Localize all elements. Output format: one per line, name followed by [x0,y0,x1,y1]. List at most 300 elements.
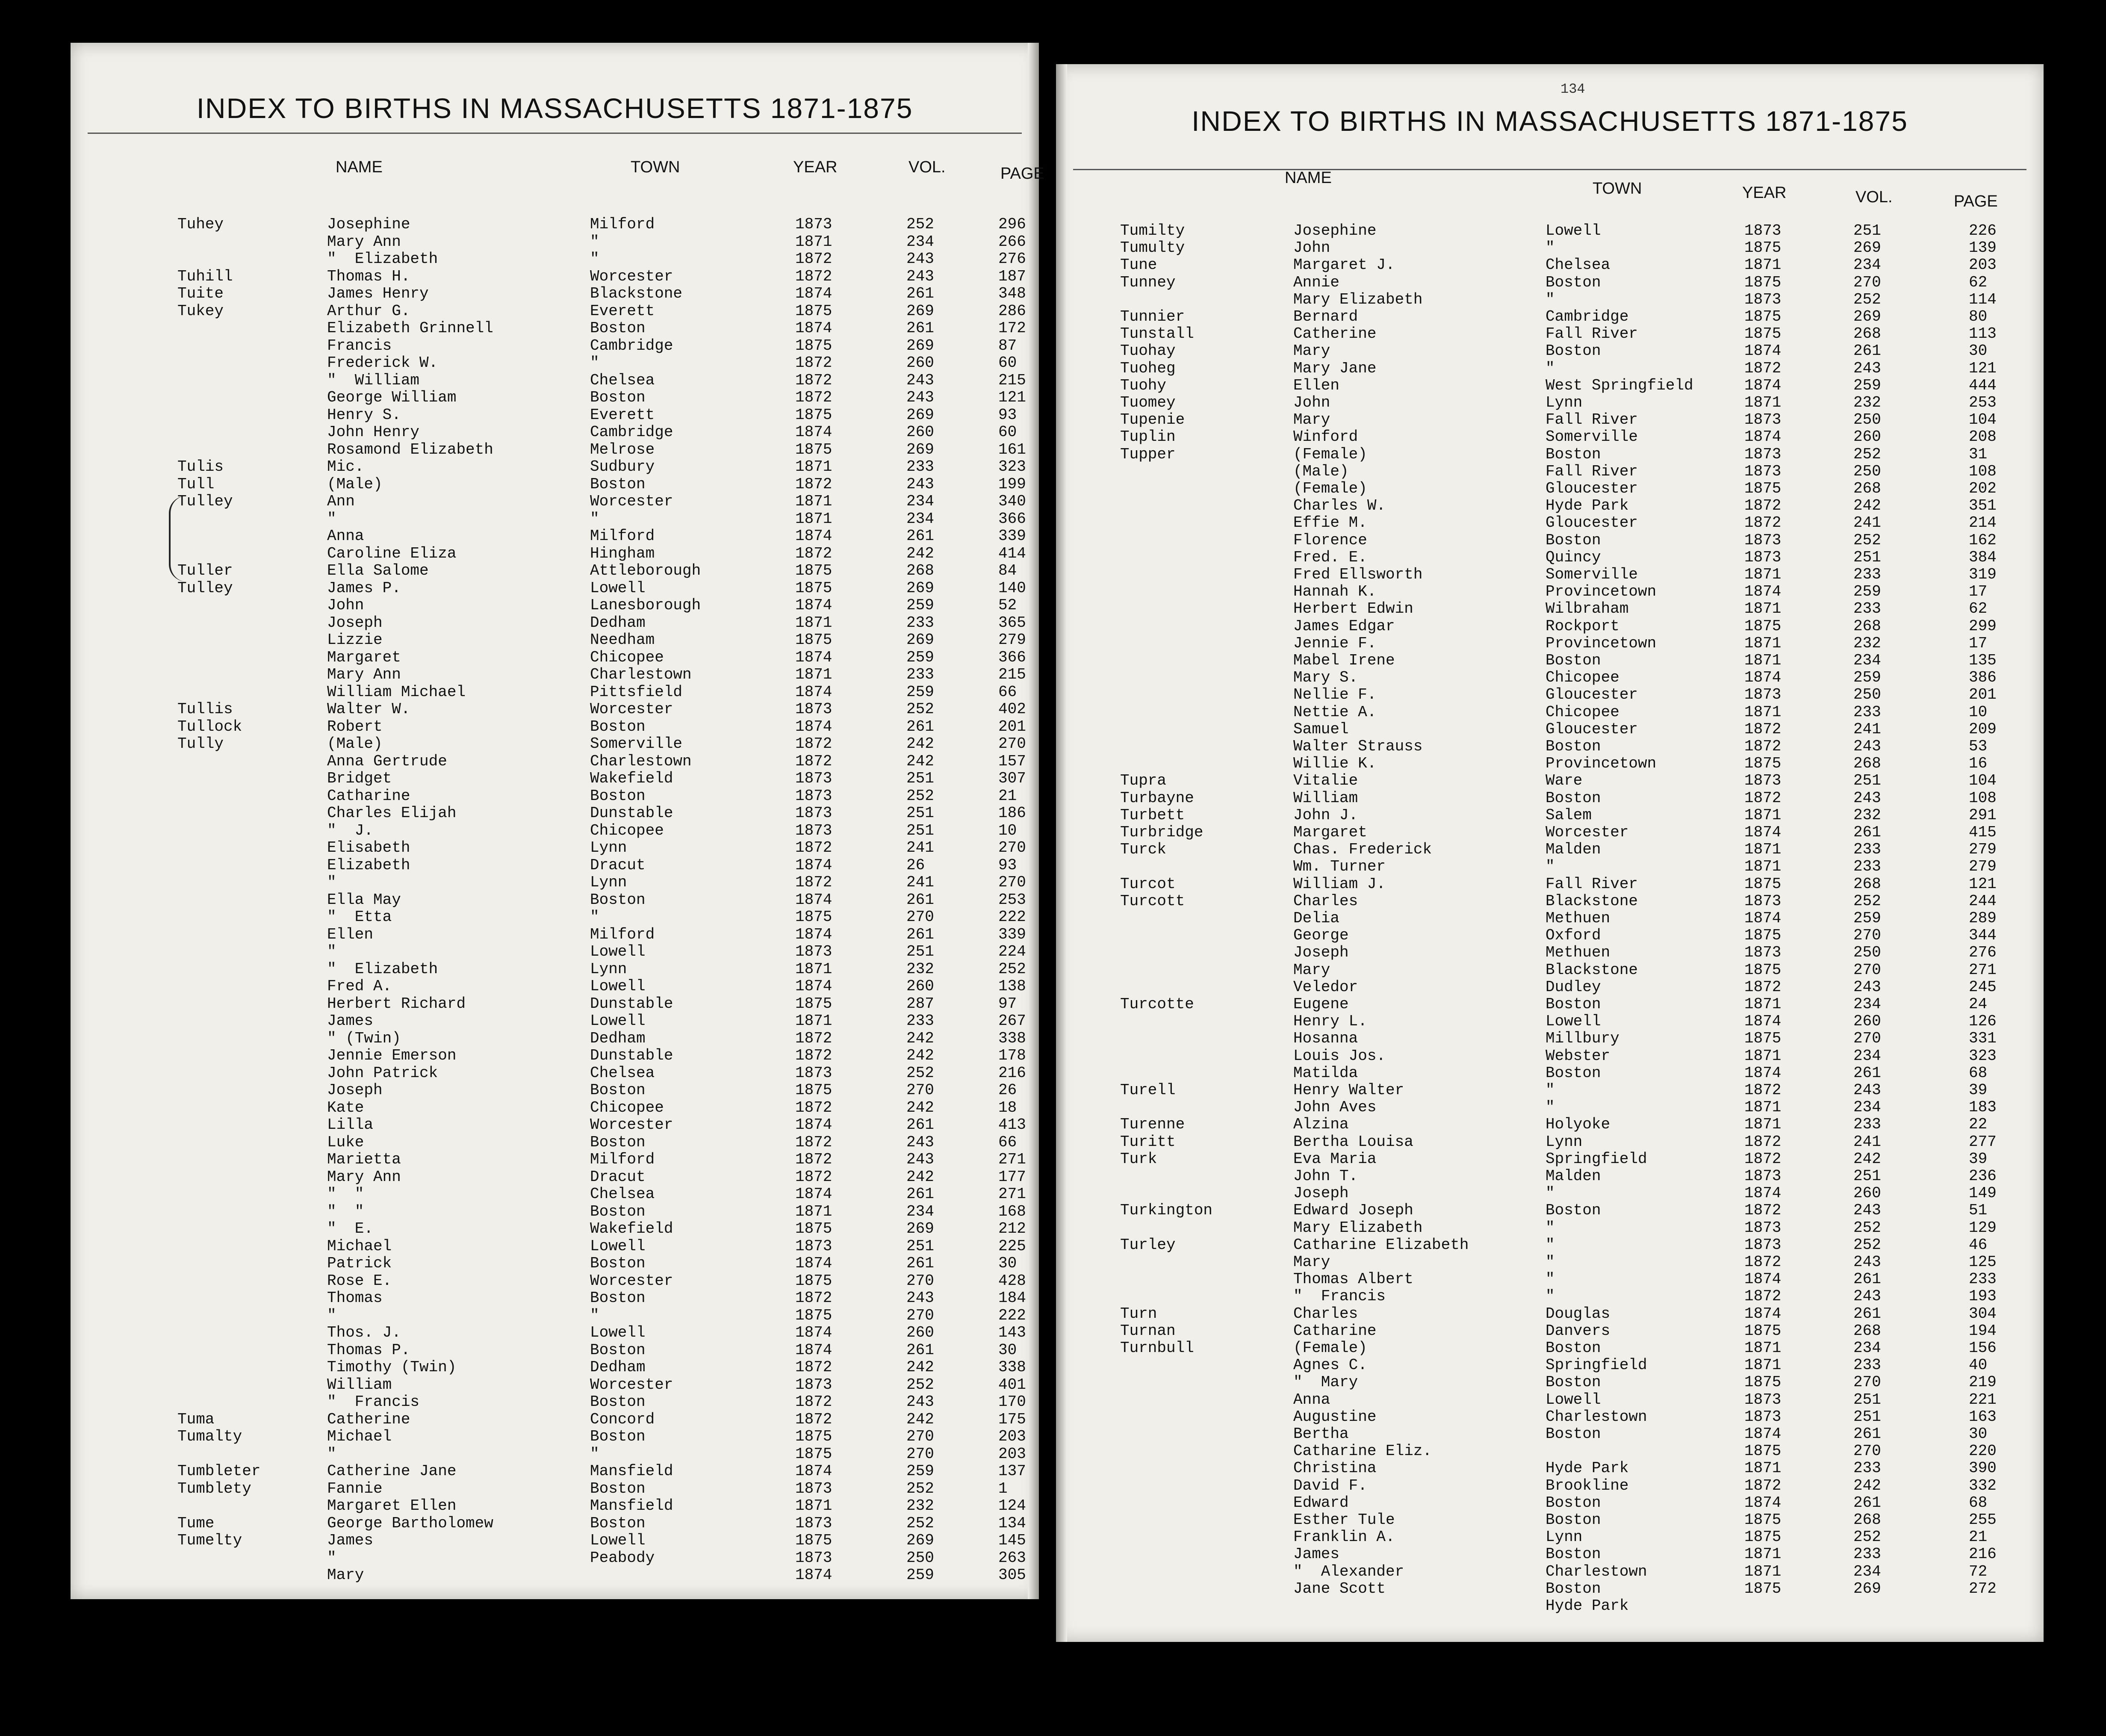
index-row [71,337,1039,354]
town: Boston [590,1289,646,1307]
surname: Tupper [1120,445,1176,463]
year: 1873 [795,1064,832,1082]
given-name: " Elizabeth [327,960,438,978]
vol: 269 [906,406,934,424]
vol: 259 [906,1462,934,1480]
given-name: Mary S. [1293,669,1358,687]
year: 1871 [795,493,832,510]
index-row [71,1446,1039,1463]
year: 1871 [795,1497,832,1515]
town: Lynn [1546,1133,1583,1151]
year: 1872 [1744,514,1782,532]
vol: 250 [1853,944,1881,962]
given-name: Catharine Elizabeth [1293,1236,1469,1254]
given-name: Fred A. [327,977,392,995]
page: 156 [1969,1339,1997,1357]
page: 332 [1969,1476,1997,1494]
surname: Tuller [177,562,233,579]
index-row [1056,1013,2044,1030]
vol: 252 [906,700,934,718]
index-row [1056,738,2044,755]
town: Provincetown [1546,755,1657,773]
page: 208 [1969,428,1997,446]
index-row [71,805,1039,822]
town: Fall River [1546,462,1638,480]
town: Dracut [590,1168,646,1186]
year: 1873 [1744,548,1782,566]
page: 168 [998,1202,1026,1220]
page: 149 [1969,1184,1997,1202]
column-header-name: NAME [336,158,383,176]
given-name: Catherine [327,1410,410,1428]
vol: 243 [906,371,934,389]
surname: Turn [1120,1305,1157,1323]
page: 233 [1969,1270,1997,1288]
index-row [1056,532,2044,549]
index-row [71,1532,1039,1549]
index-row [71,961,1039,978]
vol: 268 [1853,1322,1881,1340]
vol: 269 [906,337,934,354]
town: " [590,1306,599,1324]
page: 114 [1969,290,1997,308]
year: 1871 [795,666,832,683]
index-row [1056,1529,2044,1546]
town: Needham [590,631,655,649]
index-row [71,1134,1039,1151]
town: " [1546,858,1555,876]
index-row [1056,841,2044,858]
vol: 251 [1853,548,1881,566]
year: 1871 [1744,1356,1782,1374]
surname: Tune [1120,256,1157,274]
index-row [71,545,1039,562]
year: 1871 [1744,1098,1782,1116]
page: 66 [998,1133,1017,1151]
year: 1875 [1744,617,1782,635]
surname: Turitt [1120,1133,1176,1151]
vol: 243 [906,1151,934,1168]
page: 402 [998,700,1026,718]
vol: 269 [906,440,934,458]
column-header-town: TOWN [1593,180,1642,198]
page: 304 [1969,1305,1997,1323]
town: Boston [590,1514,646,1532]
page: 157 [998,752,1026,770]
given-name: Charles W. [1293,497,1386,515]
vol: 233 [1853,703,1881,721]
town: Lowell [590,579,646,597]
page: 97 [998,995,1017,1013]
page: 305 [998,1566,1026,1584]
surname: Turenne [1120,1116,1185,1134]
given-name: Joseph [327,1081,383,1099]
year: 1875 [795,337,832,354]
index-row [1056,1065,2044,1082]
index-row [1056,858,2044,875]
year: 1872 [795,267,832,285]
left-page [71,43,1044,1599]
given-name: Jennie Emerson [327,1047,457,1064]
vol: 270 [1853,927,1881,945]
town: Chicopee [590,648,664,666]
given-name: Catherine [1293,325,1377,343]
index-row [71,1186,1039,1203]
vol: 269 [1853,1580,1881,1597]
vol: 242 [1853,1150,1881,1168]
vol: 261 [906,891,934,909]
page: 344 [1969,927,1997,945]
index-row [1056,790,2044,807]
town: Boston [1546,1064,1601,1082]
index-row [1056,910,2044,927]
town: Hyde Park [1546,1459,1629,1477]
vol: 242 [906,1047,934,1064]
index-row [71,1030,1039,1047]
surname: Turbayne [1120,789,1194,807]
index-row [71,1099,1039,1116]
year: 1875 [1744,755,1782,773]
year: 1874 [1744,428,1782,446]
town: Dunstable [590,1047,673,1064]
page: 323 [1969,1047,1997,1065]
given-name: Josephine [1293,222,1377,239]
given-name: Alzina [1293,1116,1349,1134]
town: Boston [1546,342,1601,360]
year: 1874 [1744,583,1782,601]
index-row [71,441,1039,458]
index-row [1056,996,2044,1013]
vol: 233 [1853,566,1881,583]
town: Cambridge [590,337,673,354]
vol: 234 [1853,1047,1881,1065]
given-name: George Bartholomew [327,1514,493,1532]
given-name: (Female) [1293,1339,1367,1357]
index-row [71,718,1039,735]
index-row [71,372,1039,389]
vol: 270 [1853,1442,1881,1460]
index-row [1056,1340,2044,1357]
index-row [71,822,1039,839]
given-name: Catharine Eliz. [1293,1442,1432,1460]
vol: 233 [1853,858,1881,876]
index-row [71,476,1039,493]
index-row [1056,342,2044,360]
index-row [1056,1512,2044,1529]
vol: 234 [906,493,934,510]
vol: 252 [1853,1528,1881,1546]
year: 1872 [795,1410,832,1428]
vol: 243 [906,1133,934,1151]
year: 1875 [1744,1442,1782,1460]
vol: 261 [1853,824,1881,841]
surname: Tume [177,1514,215,1532]
page: 93 [998,856,1017,874]
index-row [71,1376,1039,1394]
index-row [1056,686,2044,703]
given-name: James P. [327,579,401,597]
given-name: William [1293,789,1358,807]
vol: 234 [1853,652,1881,669]
town: Lowell [590,1532,646,1549]
given-name: Rosamond Elizabeth [327,440,493,458]
town: Mansfield [590,1497,673,1515]
year: 1871 [1744,1339,1782,1357]
page: 289 [1969,909,1997,927]
vol: 242 [1853,497,1881,515]
index-row [71,1082,1039,1099]
page: 252 [998,960,1026,978]
page: 60 [998,354,1017,372]
index-row [71,735,1039,753]
page: 66 [998,683,1017,701]
year: 1875 [795,1445,832,1463]
year: 1872 [1744,1150,1782,1168]
page: 30 [998,1341,1017,1359]
column-header-year: YEAR [793,158,838,176]
vol: 261 [1853,1494,1881,1512]
vol: 241 [1853,720,1881,738]
year: 1871 [1744,634,1782,652]
year: 1873 [1744,445,1782,463]
index-row [71,562,1039,579]
index-row [1056,962,2044,979]
surname: Tulley [177,493,233,510]
given-name: Anna [1293,1391,1330,1408]
town: Boston [1546,531,1601,549]
surname: Turcott [1120,892,1185,910]
index-row [1056,807,2044,824]
index-row [71,407,1039,424]
given-name: Nettie A. [1293,703,1377,721]
year: 1874 [795,1185,832,1203]
index-row [71,320,1039,337]
vol: 260 [906,354,934,372]
year: 1872 [795,1151,832,1168]
page: 307 [998,770,1026,787]
year: 1872 [795,874,832,891]
town: Boston [590,1081,646,1099]
index-row [1056,1134,2044,1151]
town: Worcester [590,493,673,510]
vol: 251 [1853,1167,1881,1185]
page: 21 [998,787,1017,805]
vol: 242 [906,1029,934,1047]
town: " [1546,1184,1555,1202]
given-name: Elizabeth [327,856,410,874]
given-name: Nellie F. [1293,686,1377,704]
vol: 259 [1853,909,1881,927]
page: 365 [998,614,1026,632]
given-name: Margaret Ellen [327,1497,457,1515]
index-row [71,892,1039,909]
vol: 232 [1853,394,1881,411]
town: Boston [1546,789,1601,807]
index-row [71,632,1039,649]
year: 1875 [1744,325,1782,343]
town: Boston [590,1428,646,1445]
vol: 252 [906,216,934,233]
index-row [71,701,1039,718]
vol: 261 [1853,342,1881,360]
given-name: Veledor [1293,978,1358,996]
index-row [1056,1271,2044,1288]
vol: 243 [1853,359,1881,377]
given-name: Hosanna [1293,1030,1358,1048]
town: Chelsea [1546,256,1610,274]
vol: 261 [906,1116,934,1134]
vol: 233 [906,1012,934,1030]
page: 199 [998,475,1026,493]
year: 1874 [1744,1064,1782,1082]
year: 1875 [1744,273,1782,291]
given-name: " J. [327,821,374,839]
year: 1873 [1744,772,1782,790]
vol: 261 [906,527,934,545]
column-header-page: PAGE [1954,192,1998,210]
vol: 268 [906,562,934,579]
vol: 251 [906,1237,934,1255]
given-name: Lizzie [327,631,383,649]
page: 183 [1969,1098,1997,1116]
page: 124 [998,1497,1026,1515]
town: Charlestown [1546,1408,1647,1426]
vol: 270 [1853,273,1881,291]
page: 215 [998,371,1026,389]
town: Boston [1546,1494,1601,1512]
year: 1875 [1744,1511,1782,1529]
page: 338 [998,1358,1026,1376]
given-name: Elizabeth Grinnell [327,319,493,337]
town: Somerville [590,735,683,753]
year: 1872 [795,371,832,389]
index-row [1056,1202,2044,1219]
year: 1874 [795,423,832,441]
town: " [1546,1098,1555,1116]
vol: 270 [906,1428,934,1445]
index-row [71,1480,1039,1497]
index-row [71,1411,1039,1428]
index-row [71,1238,1039,1255]
page: 338 [998,1029,1026,1047]
index-row [1056,1185,2044,1202]
year: 1874 [1744,1494,1782,1512]
year: 1872 [795,1098,832,1116]
given-name: " " [327,1185,364,1203]
page: 121 [1969,359,1997,377]
page: 276 [1969,944,1997,962]
index-row [71,1272,1039,1290]
page: 267 [998,1012,1026,1030]
index-row [1056,1408,2044,1426]
vol: 243 [906,267,934,285]
index-row [71,995,1039,1013]
town: Methuen [1546,944,1610,962]
index-row [71,1290,1039,1307]
given-name: Ella Salome [327,562,429,579]
page: 279 [1969,841,1997,859]
year: 1872 [1744,1133,1782,1151]
vol: 252 [906,1064,934,1082]
vol: 259 [906,1566,934,1584]
given-name: John Henry [327,423,420,441]
vol: 268 [1853,480,1881,497]
town: Lowell [590,943,646,960]
given-name: William J. [1293,875,1386,893]
surname: Tuohy [1120,376,1167,394]
index-row [71,839,1039,856]
index-row [1056,377,2044,394]
year: 1872 [1744,1287,1782,1305]
surname: Tuomey [1120,394,1176,411]
given-name: Delia [1293,909,1340,927]
index-row [1056,772,2044,789]
vol: 252 [1853,1219,1881,1237]
page: 72 [1969,1562,1988,1580]
surname: Turcotte [1120,995,1194,1013]
year: 1872 [1744,359,1782,377]
page: 225 [998,1237,1026,1255]
town: Oxford [1546,927,1601,945]
town: Danvers [1546,1322,1610,1340]
year: 1874 [1744,909,1782,927]
vol: 233 [1853,841,1881,859]
year: 1873 [795,770,832,787]
town: Chicopee [590,1098,664,1116]
page: 137 [998,1462,1026,1480]
vol: 242 [906,752,934,770]
year: 1872 [795,1133,832,1151]
given-name: James [1293,1545,1340,1563]
page: 121 [998,389,1026,406]
index-row [1056,549,2044,566]
index-row [1056,480,2044,497]
year: 1872 [795,1358,832,1376]
year: 1874 [795,319,832,337]
town: Sudbury [590,458,655,475]
town: Boston [590,1133,646,1151]
vol: 260 [906,977,934,995]
given-name: James [327,1012,374,1030]
town: Boston [1546,1511,1601,1529]
town: Lowell [590,1237,646,1255]
year: 1875 [1744,1580,1782,1597]
page: 39 [1969,1081,1988,1099]
given-name: " Mary [1293,1373,1358,1391]
given-name: Caroline Eliza [327,544,457,562]
page: 236 [1969,1167,1997,1185]
town: Boston [1546,995,1601,1013]
index-row [71,1515,1039,1532]
town: Boston [1546,1545,1601,1563]
surname: Tumalty [177,1428,242,1445]
page: 339 [998,925,1026,943]
year: 1871 [1744,1459,1782,1477]
page: 193 [1969,1287,1997,1305]
town: Dedham [590,1029,646,1047]
page: 30 [1969,1425,1988,1443]
town: Worcester [590,1376,673,1394]
vol: 261 [1853,1064,1881,1082]
year: 1872 [795,544,832,562]
town: Douglas [1546,1305,1610,1323]
vol: 270 [906,1272,934,1290]
given-name: Christina [1293,1459,1377,1477]
year: 1875 [795,579,832,597]
town: Malden [1546,1167,1601,1185]
year: 1874 [795,648,832,666]
vol: 234 [1853,256,1881,274]
